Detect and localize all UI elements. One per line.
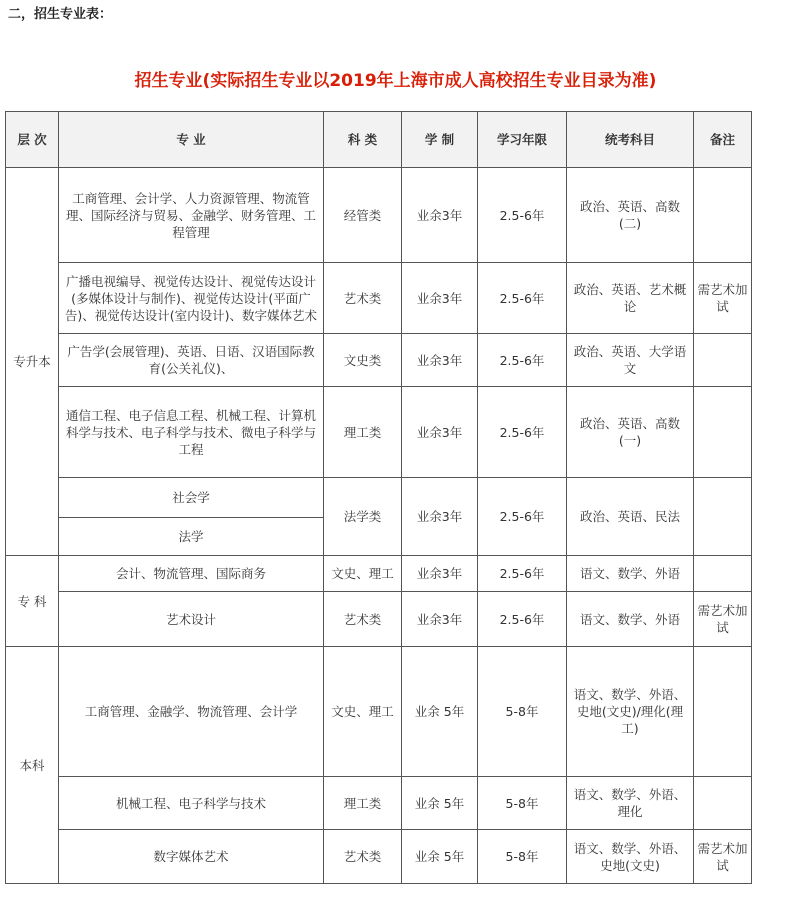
category-cell: 法学类	[324, 478, 402, 556]
note-cell	[694, 168, 752, 263]
note-cell: 需艺术加试	[694, 830, 752, 884]
major-cell: 社会学	[59, 478, 324, 518]
category-cell: 艺术类	[324, 830, 402, 884]
header-major: 专 业	[59, 112, 324, 168]
major-cell: 机械工程、电子科学与技术	[59, 777, 324, 830]
major-cell: 数字媒体艺术	[59, 830, 324, 884]
system-cell: 业余3年	[402, 478, 478, 556]
header-note: 备注	[694, 112, 752, 168]
level-cell: 专 科	[6, 556, 59, 647]
category-cell: 经管类	[324, 168, 402, 263]
major-cell: 工商管理、金融学、物流管理、会计学	[59, 647, 324, 777]
major-cell: 会计、物流管理、国际商务	[59, 556, 324, 592]
table-header-row	[6, 112, 752, 168]
table-row	[6, 263, 752, 334]
table-row	[6, 334, 752, 387]
level-cell: 专升本	[6, 168, 59, 556]
category-cell: 文史、理工	[324, 647, 402, 777]
major-cell: 艺术设计	[59, 592, 324, 647]
years-cell: 2.5-6年	[478, 556, 567, 592]
table-row	[6, 647, 752, 777]
category-cell: 理工类	[324, 777, 402, 830]
years-cell: 5-8年	[478, 647, 567, 777]
header-level: 层 次	[6, 112, 59, 168]
subjects-cell: 政治、英语、艺术概论	[567, 263, 694, 334]
subjects-cell: 政治、英语、民法	[567, 478, 694, 556]
subjects-cell: 语文、数学、外语	[567, 556, 694, 592]
category-cell: 艺术类	[324, 263, 402, 334]
category-cell: 文史、理工	[324, 556, 402, 592]
major-cell: 工商管理、会计学、人力资源管理、物流管理、国际经济与贸易、金融学、财务管理、工程管理	[59, 168, 324, 263]
years-cell: 2.5-6年	[478, 478, 567, 556]
years-cell: 2.5-6年	[478, 387, 567, 478]
subjects-cell: 语文、数学、外语、理化	[567, 777, 694, 830]
years-cell: 2.5-6年	[478, 592, 567, 647]
major-cell: 通信工程、电子信息工程、机械工程、计算机科学与技术、电子科学与技术、微电子科学与工程	[59, 387, 324, 478]
category-cell: 艺术类	[324, 592, 402, 647]
table-row	[6, 556, 752, 592]
major-cell: 广播电视编导、视觉传达设计、视觉传达设计(多媒体设计与制作)、视觉传达设计(平面广告)、视觉传达设计(室内设计)、数字媒体艺术	[59, 263, 324, 334]
system-cell: 业余 5年	[402, 830, 478, 884]
section-heading: 二，招生专业表：	[8, 7, 113, 22]
system-cell: 业余3年	[402, 387, 478, 478]
system-cell: 业余3年	[402, 592, 478, 647]
note-cell	[694, 777, 752, 830]
years-cell: 2.5-6年	[478, 263, 567, 334]
category-cell: 文史类	[324, 334, 402, 387]
major-cell: 广告学(会展管理)、英语、日语、汉语国际教育(公关礼仪)、	[59, 334, 324, 387]
header-years: 学习年限	[478, 112, 567, 168]
subjects-cell: 语文、数学、外语、史地(文史)	[567, 830, 694, 884]
subjects-cell: 政治、英语、高数(二)	[567, 168, 694, 263]
years-cell: 2.5-6年	[478, 334, 567, 387]
header-system: 学 制	[402, 112, 478, 168]
table-row	[6, 830, 752, 884]
system-cell: 业余3年	[402, 263, 478, 334]
major-cell: 法学	[59, 518, 324, 556]
note-cell: 需艺术加试	[694, 263, 752, 334]
table-row	[6, 168, 752, 263]
subjects-cell: 政治、英语、高数(一)	[567, 387, 694, 478]
note-cell	[694, 556, 752, 592]
subjects-cell: 语文、数学、外语	[567, 592, 694, 647]
note-cell	[694, 647, 752, 777]
system-cell: 业余3年	[402, 556, 478, 592]
note-cell	[694, 334, 752, 387]
header-category: 科 类	[324, 112, 402, 168]
table-row	[6, 387, 752, 478]
years-cell: 5-8年	[478, 777, 567, 830]
note-cell	[694, 387, 752, 478]
header-subjects: 统考科目	[567, 112, 694, 168]
table-row	[6, 592, 752, 647]
system-cell: 业余 5年	[402, 647, 478, 777]
majors-table	[5, 111, 752, 884]
system-cell: 业余3年	[402, 334, 478, 387]
years-cell: 2.5-6年	[478, 168, 567, 263]
note-cell: 需艺术加试	[694, 592, 752, 647]
subjects-cell: 政治、英语、大学语文	[567, 334, 694, 387]
table-row	[6, 777, 752, 830]
category-cell: 理工类	[324, 387, 402, 478]
level-cell: 本科	[6, 647, 59, 884]
years-cell: 5-8年	[478, 830, 567, 884]
system-cell: 业余 5年	[402, 777, 478, 830]
page-title: 招生专业(实际招生专业以2019年上海市成人高校招生专业目录为准)	[134, 71, 657, 91]
table-row	[6, 478, 752, 518]
system-cell: 业余3年	[402, 168, 478, 263]
subjects-cell: 语文、数学、外语、史地(文史)/理化(理工)	[567, 647, 694, 777]
note-cell	[694, 478, 752, 556]
